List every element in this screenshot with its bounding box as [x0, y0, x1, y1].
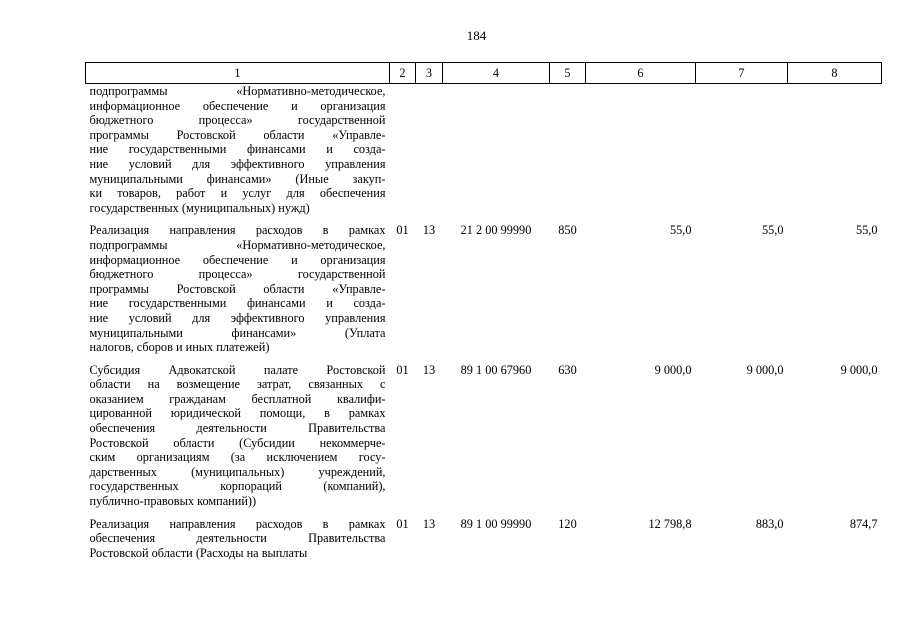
section-code: 01 — [396, 362, 409, 377]
header-row — [86, 63, 882, 84]
description-line: подпрограммы «Нормативно-методическое, — [89, 237, 386, 252]
description-line: государственных (муниципальных) нужд) — [89, 200, 310, 215]
table-row — [86, 84, 882, 224]
amount-col-7: 9 000,0 — [746, 362, 784, 377]
description-line: подпрограммы «Нормативно-методическое, — [89, 84, 386, 98]
description-line: муниципальными финансами» (Уплата — [89, 325, 386, 340]
column-header-5: 5 — [550, 63, 586, 84]
description-line: муниципальными финансами» (Иные закуп- — [89, 171, 386, 186]
description-line: публично-правовых компаний)) — [89, 494, 257, 509]
expense-type-code — [550, 84, 586, 224]
description-line: ние государственными финансами и созда- — [89, 142, 386, 157]
target-article-code — [443, 84, 550, 224]
column-header-6: 6 — [586, 63, 696, 84]
page-number: 184 — [466, 28, 487, 43]
target-article-code: 89 1 00 67960 — [460, 362, 532, 377]
subsection-code: 13 — [422, 362, 436, 377]
description-line: Ростовской области (Расходы на выплаты — [89, 545, 308, 560]
description-line: ние условий для эффективного управления — [89, 156, 386, 171]
column-header-1: 1 — [86, 63, 390, 84]
description-line: программы Ростовской области «Управле- — [89, 281, 386, 296]
description-line: ние государственными финансами и созда- — [89, 296, 386, 311]
amount-col-7: 883,0 — [755, 516, 784, 531]
description-line: обеспечения деятельности Правительства — [89, 421, 386, 436]
row-description — [86, 363, 390, 517]
column-header-4: 4 — [443, 63, 550, 84]
row-description — [86, 84, 390, 224]
amount-col-8: 55,0 — [855, 223, 878, 238]
description-line: бюджетного процесса» государственной — [89, 113, 386, 128]
description-line: Реализация направления расходов в рамках — [89, 223, 386, 238]
description-line: государственных корпораций (компаний), — [89, 479, 386, 494]
amount-col-6 — [586, 84, 696, 224]
description-line: Реализация направления расходов в рамках — [89, 516, 386, 531]
description-line: информационное обеспечение и организация — [89, 252, 386, 267]
expense-type-code: 850 — [558, 223, 577, 238]
description-line: программы Ростовской области «Управле- — [89, 127, 386, 142]
subsection-code: 13 — [422, 516, 436, 531]
table-row — [86, 363, 882, 517]
table-row — [86, 223, 882, 362]
description-line: ским организациям (за исключением госу- — [89, 450, 386, 465]
amount-col-6: 12 798,8 — [648, 516, 692, 531]
expense-type-code: 630 — [558, 362, 577, 377]
row-description — [86, 223, 390, 362]
expense-type-code: 120 — [558, 516, 577, 531]
table-body — [86, 84, 882, 569]
description-line: налогов, сборов и иных платежей) — [89, 340, 270, 355]
amount-col-7 — [696, 84, 788, 224]
subsection-code: 13 — [422, 223, 436, 238]
amount-col-8: 874,7 — [849, 516, 878, 531]
description-line: области на возмещение затрат, связанных с — [89, 377, 386, 392]
description-line: дарственных (муниципальных) учреждений, — [89, 464, 386, 479]
amount-col-8 — [788, 84, 882, 224]
description-line: ние условий для эффективного управления — [89, 310, 386, 325]
description-line: Ростовской области (Субсидии некоммерче- — [89, 435, 386, 450]
column-header-7: 7 — [696, 63, 788, 84]
budget-table — [85, 62, 882, 568]
section-code — [390, 84, 416, 224]
column-header-8: 8 — [788, 63, 882, 84]
section-code: 01 — [396, 223, 409, 238]
description-line: Субсидия Адвокатской палате Ростовской — [89, 362, 386, 377]
column-header-2: 2 — [390, 63, 416, 84]
target-article-code: 89 1 00 99990 — [460, 516, 532, 531]
description-line: оказанием гражданам бесплатной квалифи- — [89, 391, 386, 406]
section-code: 01 — [396, 516, 409, 531]
description-line: информационное обеспечение и организация — [89, 98, 386, 113]
amount-col-8: 9 000,0 — [840, 362, 878, 377]
amount-col-7: 55,0 — [761, 223, 784, 238]
target-article-code: 21 2 00 99990 — [460, 223, 532, 238]
description-line: ки товаров, работ и услуг для обеспечения — [89, 186, 386, 201]
subsection-code — [416, 84, 443, 224]
row-description — [86, 517, 390, 569]
amount-col-6: 55,0 — [669, 223, 692, 238]
table-row — [86, 517, 882, 569]
description-line: цированной юридической помощи, в рамках — [89, 406, 386, 421]
amount-col-6: 9 000,0 — [654, 362, 692, 377]
column-header-3: 3 — [416, 63, 443, 84]
description-line: бюджетного процесса» государственной — [89, 267, 386, 282]
description-line: обеспечения деятельности Правительства — [89, 531, 386, 546]
